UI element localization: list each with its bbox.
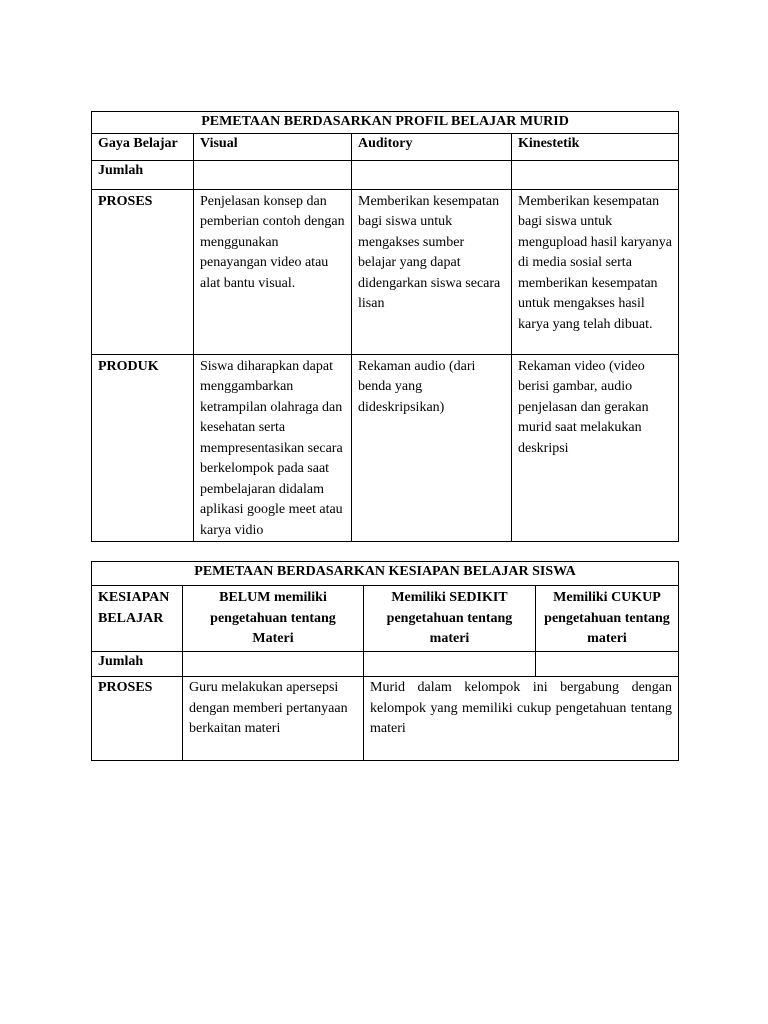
- proses-label: PROSES: [92, 189, 194, 354]
- header-kesiapan-belajar: KESIAPAN BELAJAR: [92, 586, 183, 652]
- header-visual: Visual: [194, 133, 352, 160]
- proses-sedikit-cukup-cell: Murid dalam kelompok ini bergabung dengan kelompok yang memiliki cukup pengetahuan tentang materi: [364, 677, 679, 761]
- header-sedikit: Memiliki SEDIKIT pengetahuan tentang materi: [364, 586, 536, 652]
- proses-belum-cell: Guru melakukan apersepsi dengan memberi pertanyaan berkaitan materi: [183, 677, 364, 761]
- jumlah-auditory-cell: [352, 160, 512, 189]
- produk-label: PRODUK: [92, 354, 194, 542]
- table-header-row: [92, 133, 679, 160]
- table-row-jumlah: [92, 160, 679, 189]
- header-cukup: Memiliki CUKUP pengetahuan tentang materi: [536, 586, 679, 652]
- proses-kinestetik-cell: Memberikan kesempatan bagi siswa untuk mengupload hasil karyanya di media sosial serta memberikan kesempatan untuk mengakses hasil karya yang telah dibuat.: [512, 189, 679, 354]
- kesiapan-belajar-table: [91, 561, 679, 761]
- table-title: PEMETAAN BERDASARKAN PROFIL BELAJAR MURID: [92, 112, 679, 134]
- jumlah-visual-cell: [194, 160, 352, 189]
- header-auditory: Auditory: [352, 133, 512, 160]
- jumlah-kinestetik-cell: [512, 160, 679, 189]
- jumlah-label: Jumlah: [92, 160, 194, 189]
- table-row-proses: [92, 189, 679, 354]
- jumlah-cukup-cell: [536, 652, 679, 677]
- produk-kinestetik-cell: Rekaman video (video berisi gambar, audio penjelasan dan gerakan murid saat melakukan deskripsi: [512, 354, 679, 542]
- produk-visual-cell: Siswa diharapkan dapat menggambarkan ketrampilan olahraga dan kesehatan serta mempresentasikan secara berkelompok pada saat pembelajaran didalam aplikasi google meet atau karya vidio: [194, 354, 352, 542]
- table-header-row: [92, 586, 679, 652]
- profil-belajar-table: [91, 111, 679, 542]
- jumlah-sedikit-cell: [364, 652, 536, 677]
- proses-label: PROSES: [92, 677, 183, 761]
- jumlah-belum-cell: [183, 652, 364, 677]
- table-title: PEMETAAN BERDASARKAN KESIAPAN BELAJAR SISWA: [92, 562, 679, 586]
- table-row-produk: [92, 354, 679, 542]
- proses-auditory-cell: Memberikan kesempatan bagi siswa untuk mengakses sumber belajar yang dapat didengarkan siswa secara lisan: [352, 189, 512, 354]
- table-row-jumlah: [92, 652, 679, 677]
- proses-visual-cell: Penjelasan konsep dan pemberian contoh dengan menggunakan penayangan video atau alat bantu visual.: [194, 189, 352, 354]
- header-belum: BELUM memiliki pengetahuan tentang Materi: [183, 586, 364, 652]
- table-title-row: [92, 112, 679, 134]
- header-kinestetik: Kinestetik: [512, 133, 679, 160]
- jumlah-label: Jumlah: [92, 652, 183, 677]
- table-title-row: [92, 562, 679, 586]
- produk-auditory-cell: Rekaman audio (dari benda yang dideskripsikan): [352, 354, 512, 542]
- table-row-proses: [92, 677, 679, 761]
- header-gaya-belajar: Gaya Belajar: [92, 133, 194, 160]
